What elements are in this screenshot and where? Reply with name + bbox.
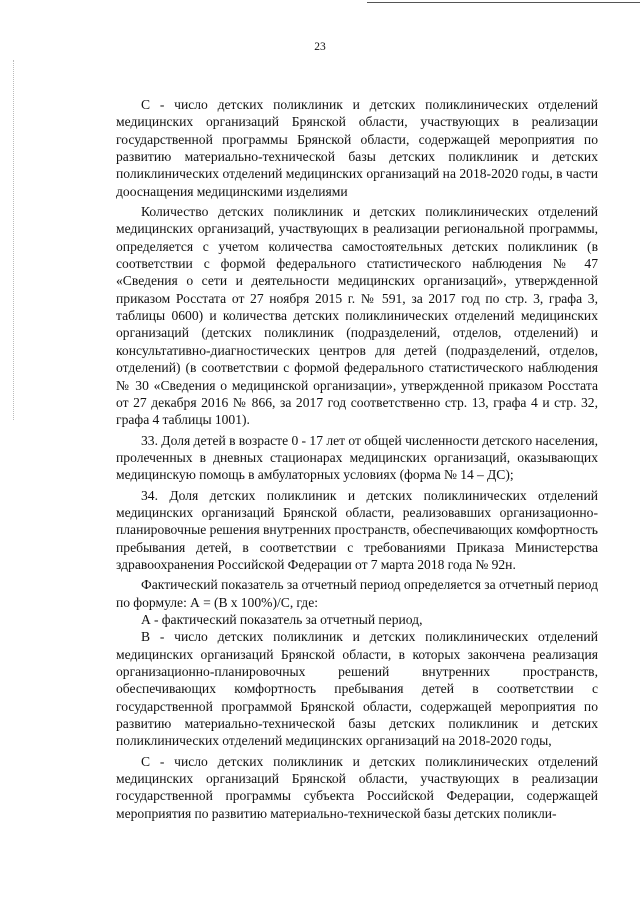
paragraph-indicator-33: 33. Доля детей в возрасте 0 - 17 лет от общей численности детского населения, пролеченных в дневных стационарах медицинских организаций, оказывающих медицинскую помощь в амбулаторных условиях (форма № 14 – ДС); [116,432,598,483]
paragraph-b-definition: В - число детских поликлиник и детских поликлинических отделений медицинских организаций Брянской области, в которых закончена реализация организационно-планировочных решений внутренних пространств, обеспечивающих комфортность пребывания детей в соответствии с государственной программой Брянской области, содержащей мероприятия по развитию материально-технической базы детских поликлиник и детских поликлинических отделений медицинских организаций на 2018-2020 годы, [116,629,598,749]
top-edge-line [367,2,640,3]
paragraph-a-definition: А - фактический показатель за отчетный период, [141,611,423,627]
paragraph-formula: Фактический показатель за отчетный период определяется за отчетный период по формуле: А = (В х 100%)/С, где: [116,577,598,610]
paragraph-indicator-34: 34. Доля детских поликлиник и детских поликлинических отделений медицинских организаций Брянской области, реализовавших организационно-планировочные решения внутренних пространств, обеспечивающих комфортность пребывания детей, в соответствии с требованиями Приказа Министерства здравоохранения Российской Федерации от 7 марта 2018 года № 92н. [116,487,598,572]
paragraph-count-method: Количество детских поликлиник и детских поликлинических отделений медицинских организаций, участвующих в реализации региональной программы, определяется с учетом количества самостоятельных детских поликлиник (в соответствии с формой федерального статистического наблюдения № 47 «Сведения о сети и деятельности медицинских организаций», утвержденной приказом Росстата от 27 ноября 2015 г. № 591, за 2017 год по стр. 3, графа 3, таблицы 0600) и количества детских поликлинических отделений медицинских организаций (детских поликлиник (подразделений, отделов, отделений) и консультативно-диагностических центров для детей (подразделений, отделов, отделений) (в соответствии с формой федерального статистического наблюдения № 30 «Сведения о медицинской организации», утвержденной приказом Росстата от 27 декабря 2016 № 866, за 2017 год соответственно стр. 13, графа 4 и стр. 32, графа 4 таблицы 1001). [116,204,598,428]
paragraph-c-definition: С - число детских поликлиник и детских поликлинических отделений медицинских организаций Брянской области, участвующих в реализации государственной программы Брянской области, содержащей мероприятия по развитию материально-технической базы детских поликлиник и детских поликлинических отделений медицинских организаций на 2018-2020 годы, в части дооснащения медицинскими изделиями [116,97,598,199]
page-number: 23 [314,41,326,53]
scan-margin-marks [13,60,14,420]
document-body [116,96,598,825]
paragraph-c-definition-2: С - число детских поликлиник и детских поликлинических отделений медицинских организаций Брянской области, участвующих в реализации государственной программы субъекта Российской Федерации, содержащей мероприятия по развитию материально-технической базы детских поликли- [116,753,598,821]
